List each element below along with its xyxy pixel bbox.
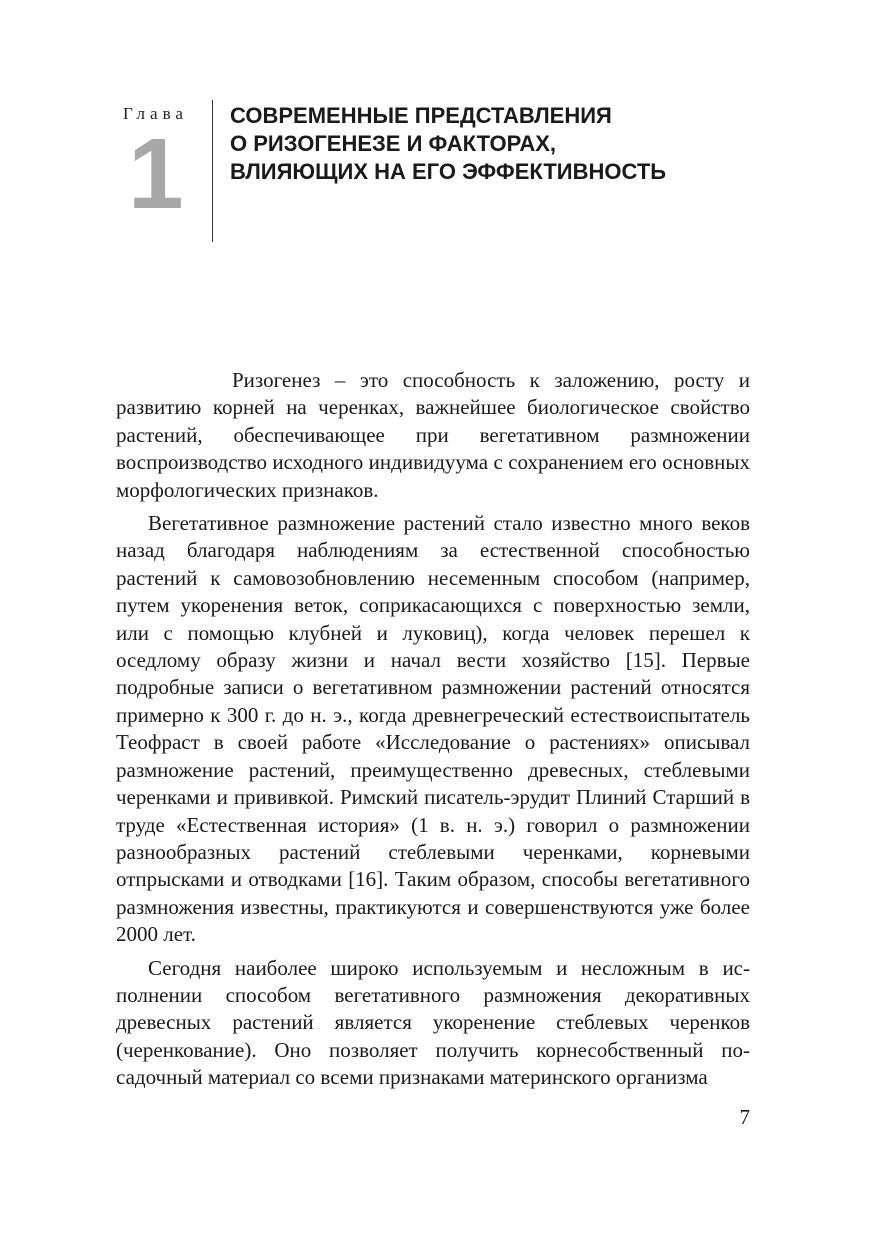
body-text: [116, 367, 750, 1098]
page-number: 7: [739, 1105, 750, 1129]
chapter-title: [230, 102, 790, 186]
paragraph: Вегетативное размножение растений стало известно много веков назад благодаря наблюдениям за естественной способностью растений к самовозобновлению несеменным способом (например, путем укоренения веток, соприкасающихся с поверхностью земли, или с помощью клубней и луковиц), когда человек перешел к оседлому образу жизни и начал вести хозяйство [15]. Первые подробные записи о вегетативном размножении растений относятся примерно к 300 г. до н. э., когда древнегреческий естествоиспытатель Теофраст в своей работе «Исследование о растениях» описывал размножение растений, преимущественно древесных, стеблевыми черенками и прививкой. Римский писатель-эрудит Плиний Старший в труде «Естественная история» (1 в. н. э.) говорил о размножении разнообразных растений стеблевыми черенками, корневыми отпрысками и отводками [16]. Таким образом, способы вегетативного размножения известны, практикуются и совершенствуются уже более 2000 лет.: [116, 511, 750, 947]
chapter-title-line: ВЛИЯЮЩИХ НА ЕГО ЭФФЕКТИВНОСТЬ: [230, 159, 667, 184]
chapter-label: Глава: [123, 104, 188, 123]
paragraph: Сегодня наиболее широко используемым и несложным в исполнении способом вегетативного размножения декоративных древесных растений является укоренение стеблевых черенков (черенкование). Оно позволяет получить корнесобственный посадочный материал со всеми признаками материнского организма: [116, 955, 750, 1090]
paragraph: Ризогенез – это способность к заложению, росту и развитию корней на черенках, важнейшее биологическое свойство растений, обеспечивающее при вегетативном размножении воспроизводство исходного индивидуума с сохранением его основных морфологических признаков.: [116, 368, 750, 502]
chapter-number: 1: [128, 118, 184, 230]
chapter-heading: [118, 100, 778, 245]
chapter-divider: [212, 100, 213, 242]
chapter-title-line: СОВРЕМЕННЫЕ ПРЕДСТАВЛЕНИЯ: [230, 103, 612, 128]
chapter-title-line: О РИЗОГЕНЕЗЕ И ФАКТОРАХ,: [230, 131, 557, 156]
